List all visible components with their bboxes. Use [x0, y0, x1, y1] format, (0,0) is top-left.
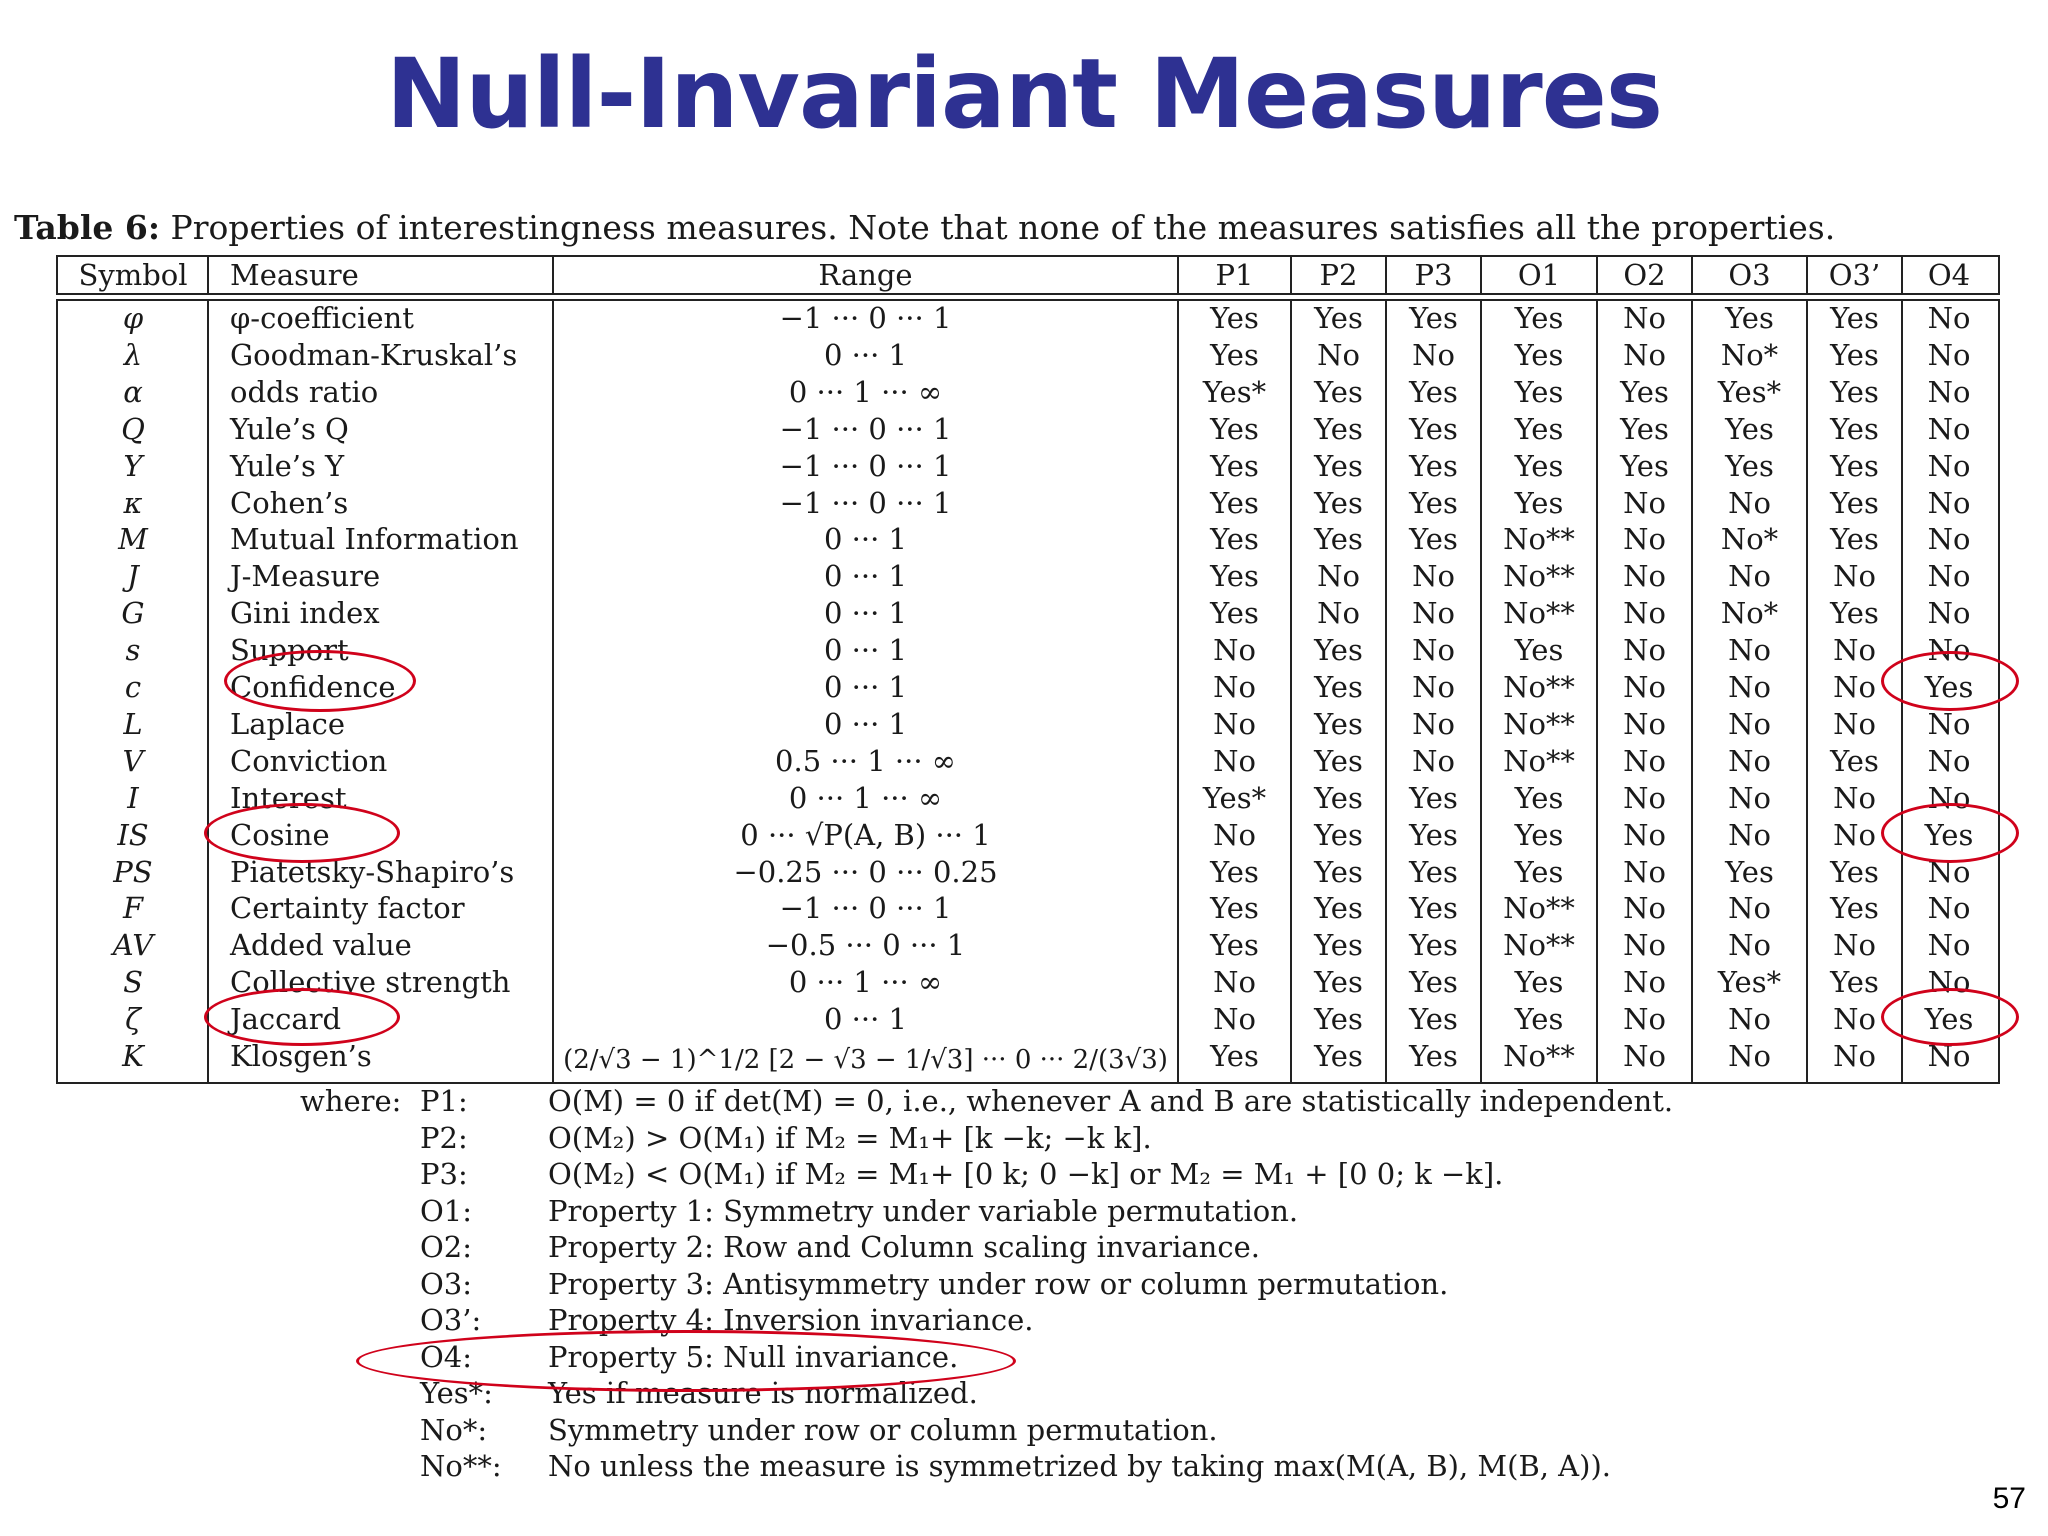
property-cell-o3p: No: [1833, 670, 1876, 704]
property-cell-p1: Yes*: [1202, 374, 1267, 409]
property-cell-p3: Yes: [1409, 411, 1458, 446]
definition-text: No unless the measure is symmetrized by taking max(M(A, B), M(B, A)).: [548, 1449, 1611, 1483]
measure-cell: odds ratio: [230, 374, 379, 409]
property-cell-o3p: No: [1833, 928, 1876, 963]
definition-text: Property 5: Null invariance.: [548, 1339, 959, 1374]
property-cell-o2: No: [1623, 965, 1666, 1000]
measure-cell: Collective strength: [230, 965, 511, 1000]
property-cell-p2: Yes: [1314, 522, 1363, 557]
property-cell-p3: No: [1412, 706, 1455, 741]
definition-label: O3’:: [420, 1303, 482, 1337]
property-cell-p1: No: [1213, 633, 1256, 668]
definition-label: No**:: [420, 1449, 502, 1483]
definition-label: O1:: [420, 1193, 472, 1228]
property-cell-o2: No: [1623, 1002, 1666, 1037]
definition-label: P2:: [420, 1120, 468, 1155]
property-cell-p3: No: [1412, 670, 1455, 704]
property-cell-o1: No**: [1503, 559, 1575, 594]
property-cell-p1: Yes: [1210, 559, 1259, 594]
measure-cell: Interest: [230, 780, 347, 815]
range-cell: 0 ··· 1: [824, 596, 907, 631]
property-cell-o3: Yes*: [1717, 374, 1782, 409]
column-header-o3p: O3’: [1828, 258, 1881, 292]
property-cell-p2: No: [1317, 559, 1360, 594]
property-cell-o2: No: [1623, 596, 1666, 631]
property-cell-o3: No: [1728, 485, 1771, 520]
property-cell-p3: No: [1412, 743, 1455, 778]
property-cell-p2: Yes: [1314, 854, 1363, 889]
property-cell-o1: No**: [1503, 522, 1575, 557]
property-cell-o3: No: [1728, 780, 1771, 815]
property-cell-o2: No: [1623, 301, 1666, 335]
property-cell-p1: Yes: [1210, 891, 1259, 926]
property-cell-o3p: Yes: [1830, 596, 1879, 631]
property-cell-p3: Yes: [1409, 928, 1458, 963]
property-cell-o2: No: [1623, 559, 1666, 594]
property-cell-p2: No: [1317, 337, 1360, 372]
range-cell: 0 ··· 1 ··· ∞: [788, 374, 943, 409]
definition-text: Yes if measure is normalized.: [548, 1376, 978, 1410]
range-cell: 0 ··· √P(A, B) ··· 1: [740, 817, 991, 852]
symbol-cell: J: [127, 559, 139, 594]
property-cell-o4: Yes: [1924, 670, 1974, 704]
measure-cell: Piatetsky-Shapiro’s: [230, 854, 515, 889]
slide-title: Null-Invariant Measures: [386, 38, 1662, 150]
symbol-cell: c: [124, 670, 142, 704]
property-cell-o4: No: [1927, 485, 1971, 520]
definition-label: O3:: [420, 1266, 472, 1301]
property-cell-p3: Yes: [1409, 891, 1458, 926]
property-cell-o3: No: [1728, 1039, 1771, 1073]
symbol-cell: ζ: [125, 1002, 141, 1037]
definition-text: Property 1: Symmetry under variable permutation.: [548, 1193, 1299, 1228]
property-cell-p1: Yes: [1210, 337, 1259, 372]
property-cell-o1: Yes: [1514, 965, 1564, 1000]
property-cell-p2: Yes: [1314, 1002, 1363, 1037]
column-header-measure: Measure: [230, 258, 359, 292]
range-cell: (2/√3 − 1)^1/2 [2 − √3 − 1/√3] ··· 0 ··· 2/(3√3): [563, 1045, 1168, 1075]
measure-cell: Yule’s Q: [230, 411, 349, 446]
column-header-o4: O4: [1927, 258, 1971, 292]
column-header-symbol: Symbol: [78, 258, 188, 292]
range-cell: 0 ··· 1 ··· ∞: [788, 965, 943, 1000]
definition-text: Symmetry under row or column permutation.: [548, 1412, 1218, 1447]
range-cell: 0 ··· 1: [824, 522, 907, 557]
definition-text: O(M₂) < O(M₁) if M₂ = M₁+ [0 k; 0 −k] or M₂ = M₁ + [0 0; k −k].: [548, 1157, 1504, 1191]
symbol-cell: F: [122, 891, 144, 926]
property-cell-p1: No: [1213, 1002, 1256, 1037]
symbol-cell: M: [118, 522, 148, 557]
property-cell-p3: No: [1412, 596, 1455, 631]
property-cell-p2: Yes: [1314, 706, 1363, 741]
property-cell-p2: Yes: [1314, 928, 1363, 963]
property-cell-o2: Yes: [1620, 374, 1669, 409]
definition-label: P3:: [420, 1157, 468, 1191]
property-cell-o3p: No: [1833, 1039, 1876, 1073]
property-cell-o3p: Yes: [1830, 854, 1879, 889]
property-cell-o2: Yes: [1620, 411, 1669, 446]
property-cell-o3: No: [1728, 1002, 1771, 1037]
property-cell-o3: No: [1728, 928, 1771, 963]
page-number: 57: [1992, 1482, 2026, 1515]
property-cell-p3: Yes: [1409, 485, 1458, 520]
measure-cell: J-Measure: [230, 559, 381, 594]
property-cell-p1: No: [1213, 743, 1256, 778]
range-cell: −1 ··· 0 ··· 1: [779, 411, 952, 446]
property-cell-p2: Yes: [1314, 670, 1363, 704]
measure-cell: Jaccard: [230, 1002, 342, 1037]
property-cell-p3: Yes: [1409, 374, 1458, 409]
measure-cell: Yule’s Y: [230, 448, 345, 483]
range-cell: −1 ··· 0 ··· 1: [779, 485, 952, 520]
property-cell-o3p: Yes: [1830, 965, 1879, 1000]
property-cell-o2: No: [1623, 670, 1666, 704]
property-cell-o1: Yes: [1514, 817, 1564, 852]
property-cell-o1: Yes: [1514, 337, 1564, 372]
property-cell-o3: No*: [1720, 337, 1779, 372]
property-cell-p3: Yes: [1409, 780, 1458, 815]
symbol-cell: s: [125, 633, 141, 668]
symbol-cell: I: [127, 780, 139, 815]
property-cell-o3p: No: [1833, 706, 1876, 741]
property-cell-o3: No: [1728, 817, 1771, 852]
property-cell-o1: Yes: [1514, 1002, 1564, 1037]
column-header-o2: O2: [1623, 258, 1666, 292]
symbol-cell: κ: [123, 485, 143, 520]
property-cell-o4: No: [1927, 965, 1971, 1000]
property-cell-o1: No**: [1503, 670, 1575, 704]
property-cell-o3p: Yes: [1830, 743, 1879, 778]
property-cell-o2: No: [1623, 928, 1666, 963]
property-cell-o1: No**: [1503, 706, 1575, 741]
property-cell-p1: No: [1213, 706, 1256, 741]
property-cell-p3: Yes: [1409, 301, 1458, 335]
symbol-cell: PS: [113, 854, 153, 889]
property-cell-o3: No: [1728, 670, 1771, 704]
property-cell-o4: No: [1927, 633, 1971, 668]
definition-text: Property 3: Antisymmetry under row or column permutation.: [548, 1266, 1449, 1301]
property-cell-p2: Yes: [1314, 374, 1363, 409]
property-cell-p2: Yes: [1314, 780, 1363, 815]
column-header-p3: P3: [1414, 258, 1453, 292]
property-cell-o1: Yes: [1514, 633, 1564, 668]
property-cell-o3: Yes: [1725, 448, 1774, 483]
property-cell-p1: Yes: [1210, 301, 1259, 335]
property-cell-p3: Yes: [1409, 1039, 1458, 1073]
column-header-o3: O3: [1728, 258, 1771, 292]
column-header-range: Range: [818, 258, 913, 292]
property-cell-o3p: Yes: [1830, 891, 1879, 926]
property-cell-o4: Yes: [1924, 1002, 1974, 1037]
property-cell-o3p: Yes: [1830, 485, 1879, 520]
property-cell-o3p: Yes: [1830, 301, 1879, 335]
property-cell-o4: No: [1927, 374, 1971, 409]
property-cell-o3: Yes: [1725, 301, 1774, 335]
symbol-cell: S: [123, 965, 143, 1000]
range-cell: −1 ··· 0 ··· 1: [779, 301, 952, 335]
definition-text: Property 4: Inversion invariance.: [548, 1303, 1034, 1337]
symbol-cell: L: [123, 706, 143, 741]
measure-cell: Cohen’s: [230, 485, 349, 520]
measure-cell: Added value: [230, 928, 412, 963]
property-cell-p1: Yes: [1210, 854, 1259, 889]
property-cell-o3: No: [1728, 743, 1771, 778]
property-cell-p1: Yes*: [1202, 780, 1267, 815]
measure-cell: Mutual Information: [230, 522, 519, 557]
property-cell-p3: No: [1412, 337, 1455, 372]
property-cell-o3: No: [1728, 559, 1771, 594]
range-cell: −1 ··· 0 ··· 1: [779, 891, 952, 926]
property-cell-o4: No: [1927, 928, 1971, 963]
measure-cell: Gini index: [230, 596, 380, 631]
symbol-cell: Y: [123, 448, 143, 483]
property-cell-p3: Yes: [1409, 1002, 1458, 1037]
measure-cell: Confidence: [230, 670, 396, 704]
property-cell-o1: Yes: [1514, 485, 1564, 520]
property-cell-o3: Yes: [1725, 411, 1774, 446]
caption-label: Table 6:: [14, 208, 161, 247]
symbol-cell: AV: [112, 928, 154, 963]
measure-cell: Goodman-Kruskal’s: [230, 337, 518, 372]
property-cell-o1: Yes: [1514, 780, 1564, 815]
property-cell-p2: Yes: [1314, 301, 1363, 335]
property-cell-o4: No: [1927, 448, 1971, 483]
measure-cell: Conviction: [230, 743, 388, 778]
symbol-cell: K: [122, 1039, 144, 1073]
property-cell-o1: Yes: [1514, 448, 1564, 483]
property-cell-p3: Yes: [1409, 965, 1458, 1000]
range-cell: 0 ··· 1: [824, 706, 907, 741]
range-cell: −1 ··· 0 ··· 1: [779, 448, 952, 483]
property-cell-o2: No: [1623, 485, 1666, 520]
property-cell-p2: Yes: [1314, 817, 1363, 852]
column-header-p1: P1: [1215, 258, 1254, 292]
property-cell-o4: No: [1927, 559, 1971, 594]
property-cell-o2: No: [1623, 854, 1666, 889]
property-cell-o2: No: [1623, 743, 1666, 778]
property-cell-p1: Yes: [1210, 485, 1259, 520]
caption-text: Properties of interestingness measures. Note that none of the measures satisfies all the properties.: [170, 208, 1836, 247]
property-cell-o3: No: [1728, 633, 1771, 668]
measure-cell: Support: [230, 633, 349, 668]
definitions-intro: where:: [300, 1084, 402, 1118]
property-cell-p1: Yes: [1210, 1039, 1259, 1073]
property-cell-o2: No: [1623, 891, 1666, 926]
definition-label: P1:: [420, 1084, 468, 1118]
property-cell-p1: No: [1213, 670, 1256, 704]
measure-cell: Klosgen’s: [230, 1039, 372, 1073]
property-cell-p1: Yes: [1210, 596, 1259, 631]
property-cell-o3: No: [1728, 891, 1771, 926]
property-cell-p2: Yes: [1314, 448, 1363, 483]
property-cell-p2: Yes: [1314, 965, 1363, 1000]
property-cell-o3p: Yes: [1830, 337, 1879, 372]
symbol-cell: V: [122, 743, 144, 778]
measure-cell: Certainty factor: [230, 891, 465, 926]
property-cell-o2: No: [1623, 633, 1666, 668]
property-cell-o4: No: [1927, 743, 1971, 778]
properties-table: [56, 255, 1998, 1082]
property-cell-o2: No: [1623, 1039, 1666, 1073]
property-cell-o2: No: [1623, 706, 1666, 741]
property-cell-o1: No**: [1503, 596, 1575, 631]
definition-label: No*:: [420, 1412, 488, 1447]
property-cell-p3: Yes: [1409, 854, 1458, 889]
property-cell-o4: No: [1927, 854, 1971, 889]
property-cell-p2: Yes: [1314, 743, 1363, 778]
measure-cell: φ-coefficient: [230, 301, 414, 335]
property-cell-p3: Yes: [1409, 448, 1458, 483]
range-cell: −0.5 ··· 0 ··· 1: [765, 928, 966, 963]
column-header-o1: O1: [1517, 258, 1561, 292]
property-cell-o1: No**: [1503, 928, 1575, 963]
property-cell-p2: Yes: [1314, 633, 1363, 668]
definition-label: O4:: [420, 1339, 472, 1374]
property-cell-o4: No: [1927, 891, 1971, 926]
symbol-cell: φ: [122, 301, 144, 335]
property-cell-p3: No: [1412, 633, 1455, 668]
range-cell: 0 ··· 1: [824, 633, 907, 668]
range-cell: 0.5 ··· 1 ··· ∞: [775, 743, 956, 778]
property-cell-p1: Yes: [1210, 522, 1259, 557]
property-cell-o1: Yes: [1514, 374, 1564, 409]
range-cell: −0.25 ··· 0 ··· 0.25: [733, 854, 998, 889]
property-cell-o2: No: [1623, 780, 1666, 815]
property-cell-p1: Yes: [1210, 928, 1259, 963]
property-cell-o4: No: [1927, 1039, 1971, 1073]
property-cell-o3: Yes: [1725, 854, 1774, 889]
range-cell: 0 ··· 1: [824, 559, 907, 594]
property-cell-o3p: Yes: [1830, 411, 1879, 446]
symbol-cell: λ: [123, 337, 143, 372]
property-cell-o3: No*: [1720, 596, 1779, 631]
definition-text: O(M) = 0 if det(M) = 0, i.e., whenever A and B are statistically independent.: [548, 1084, 1674, 1118]
property-cell-o3p: No: [1833, 633, 1876, 668]
property-cell-o3p: Yes: [1830, 522, 1879, 557]
property-cell-p3: Yes: [1409, 817, 1458, 852]
property-cell-p1: No: [1213, 965, 1256, 1000]
property-cell-o3p: No: [1833, 780, 1876, 815]
property-cell-o4: No: [1927, 522, 1971, 557]
property-cell-o3p: No: [1833, 559, 1876, 594]
property-cell-o4: No: [1927, 596, 1971, 631]
property-cell-o4: No: [1927, 706, 1971, 741]
table-caption: [14, 208, 2044, 247]
symbol-cell: Q: [121, 411, 145, 446]
property-cell-p2: No: [1317, 596, 1360, 631]
property-cell-p2: Yes: [1314, 891, 1363, 926]
property-cell-o2: No: [1623, 337, 1666, 372]
definition-label: Yes*:: [420, 1376, 493, 1410]
range-cell: 0 ··· 1: [824, 670, 907, 704]
property-cell-o4: No: [1927, 411, 1971, 446]
measure-cell: Laplace: [230, 706, 346, 741]
property-cell-p1: Yes: [1210, 411, 1259, 446]
property-cell-p2: Yes: [1314, 411, 1363, 446]
property-cell-o4: Yes: [1924, 817, 1974, 852]
property-cell-p3: No: [1412, 559, 1455, 594]
range-cell: 0 ··· 1 ··· ∞: [788, 780, 943, 815]
range-cell: 0 ··· 1: [824, 1002, 907, 1037]
measure-cell: Cosine: [230, 817, 330, 852]
property-cell-o1: Yes: [1514, 411, 1564, 446]
property-cell-o1: No**: [1503, 743, 1575, 778]
property-cell-o3: Yes*: [1717, 965, 1782, 1000]
definition-text: Property 2: Row and Column scaling invariance.: [548, 1230, 1260, 1264]
property-cell-o1: Yes: [1514, 854, 1564, 889]
property-cell-o4: No: [1927, 780, 1971, 815]
property-cell-p2: Yes: [1314, 1039, 1363, 1073]
property-cell-o3p: Yes: [1830, 448, 1879, 483]
property-cell-o3: No*: [1720, 522, 1779, 557]
property-cell-p2: Yes: [1314, 485, 1363, 520]
property-cell-o4: No: [1927, 337, 1971, 372]
definition-label: O2:: [420, 1230, 472, 1264]
property-cell-o3p: No: [1833, 817, 1876, 852]
range-cell: 0 ··· 1: [824, 337, 907, 372]
property-cell-o3p: Yes: [1830, 374, 1879, 409]
property-cell-o1: No**: [1503, 1039, 1575, 1073]
property-cell-o2: No: [1623, 817, 1666, 852]
property-cell-o2: No: [1623, 522, 1666, 557]
property-cell-o3: No: [1728, 706, 1771, 741]
property-cell-o3p: No: [1833, 1002, 1876, 1037]
property-cell-p3: Yes: [1409, 522, 1458, 557]
column-header-p2: P2: [1319, 258, 1358, 292]
property-cell-p1: Yes: [1210, 448, 1259, 483]
symbol-cell: IS: [117, 817, 149, 852]
property-cell-o2: Yes: [1620, 448, 1669, 483]
property-cell-o1: Yes: [1514, 301, 1564, 335]
property-cell-o1: No**: [1503, 891, 1575, 926]
symbol-cell: α: [123, 374, 143, 409]
property-cell-p1: No: [1213, 817, 1256, 852]
symbol-cell: G: [121, 596, 145, 631]
definition-text: O(M₂) > O(M₁) if M₂ = M₁+ [k −k; −k k].: [548, 1120, 1152, 1155]
property-cell-o4: No: [1927, 301, 1971, 335]
